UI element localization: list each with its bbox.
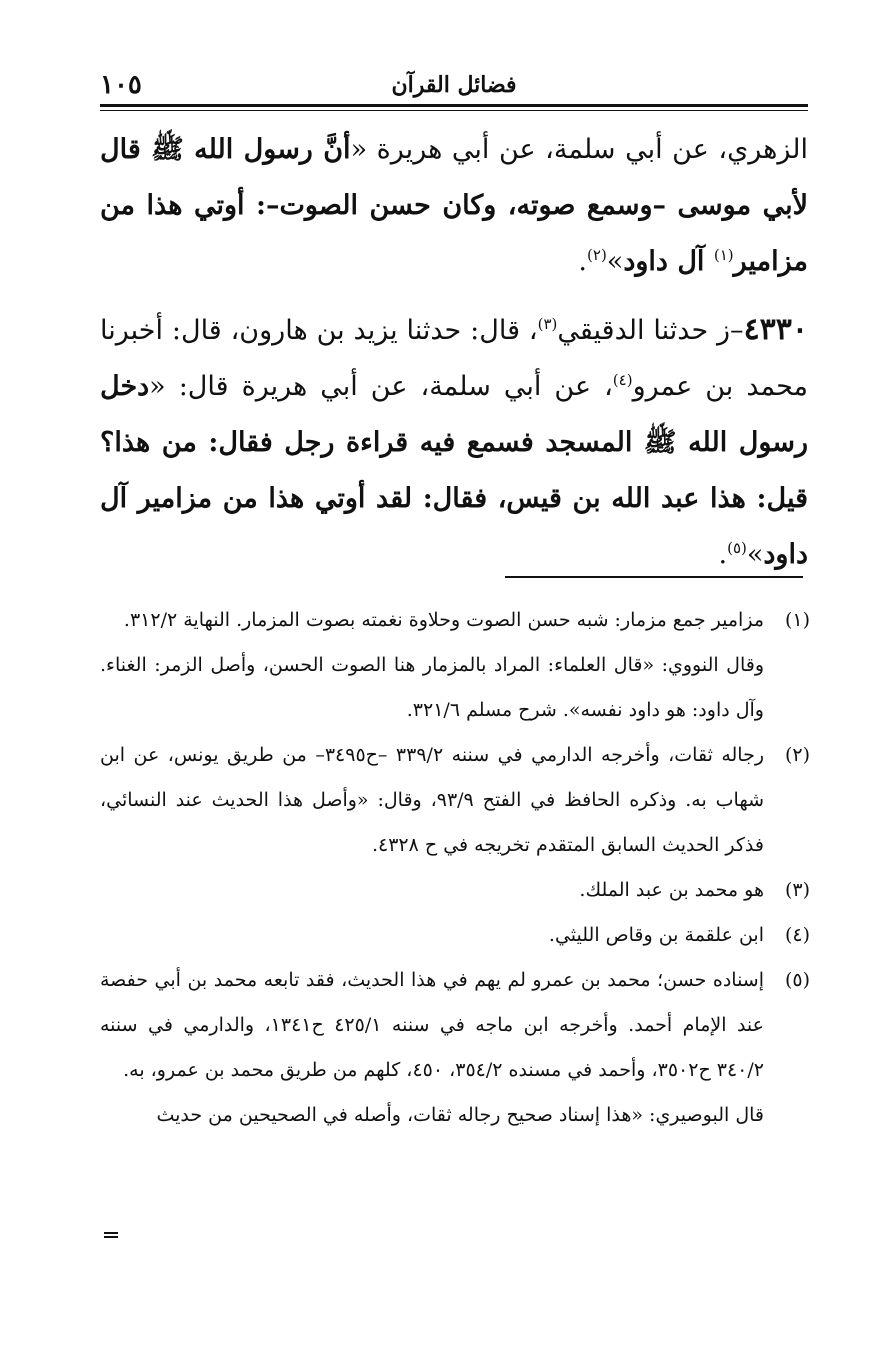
hadith-paragraph-continued <box>100 122 808 290</box>
isnad-text: ، قال: حدثنا يزيد بن هارون، قال: أخبرنا محمد بن عمرو <box>100 315 809 402</box>
footnote-5 <box>100 958 810 1093</box>
quote-close: » <box>606 246 624 277</box>
footnote-1 <box>100 598 810 643</box>
footnote-text: هو محمد بن عبد الملك. <box>579 879 764 901</box>
page-number: ١٠٥ <box>100 70 142 100</box>
isnad-text: –ز حدثنا الدقيقي <box>557 315 744 346</box>
footnote-text: رجاله ثقات، وأخرجه الدارمي في سننه ٣٣٩/٢ –ح٣٤٩٥– من طريق يونس، عن ابن شهاب به. وذكره الحافظ في الفتح ٩٣/٩، وقال: «وأصل هذا الحديث عند النسائي، فذكر الحديث السابق المتقدم تخريجه في ح ٤٣٢٨. <box>100 744 765 856</box>
footnote-3 <box>100 868 810 913</box>
footnote-1-continued <box>100 643 810 733</box>
footnote-2 <box>100 733 810 868</box>
footnote-text: ابن علقمة بن وقاص الليثي. <box>548 924 764 946</box>
footnote-ref: (٤) <box>612 371 633 389</box>
footnote-marker: (٤) <box>784 924 810 946</box>
footnote-4 <box>100 913 810 958</box>
page-header <box>100 70 808 104</box>
footnote-5-continued <box>100 1093 810 1138</box>
footnote-marker: (٥) <box>784 969 810 991</box>
footnote-text: وقال النووي: «قال العلماء: المراد بالمزمار هنا الصوت الحسن، وأصل الزمر: الغناء. وآل داود: هو داود نفسه». شرح مسلم ٣٢١/٦. <box>100 654 764 721</box>
main-text <box>100 122 808 583</box>
footnote-marker: (١) <box>784 609 810 631</box>
footnote-ref: (٢) <box>587 246 607 264</box>
footnote-text: قال البوصيري: «هذا إسناد صحيح رجاله ثقات، وأصله في الصحيحين من حديث <box>156 1104 764 1126</box>
footnote-text: إسناده حسن؛ محمد بن عمرو لم يهم في هذا الحديث، فقد تابعه محمد بن أبي حفصة عند الإمام أحمد. وأخرجه ابن ماجه في سننه ٤٢٥/١ ح١٣٤١، والدارمي في سننه ٣٤٠/٢ ح٣٥٠٢، وأحمد في مسنده ٣٥٤/٢، ٤٥٠، كلهم من طريق محمد بن عمرو، به. <box>100 969 764 1081</box>
footnote-ref: (٥) <box>727 539 747 557</box>
footnote-ref: (١) <box>713 246 734 264</box>
matn-text: دخل رسول الله ﷺ المسجد فسمع فيه قراءة رجل فقال: من هذا؟ قيل: هذا عبد الله بن قيس، فقال: لقد أوتي هذا من مزامير آل داود <box>100 371 808 570</box>
hadith-paragraph-4330 <box>100 302 808 583</box>
footnote-text: مزامير جمع مزمار: شبه حسن الصوت وحلاوة نغمته بصوت المزمار. النهاية ٣١٢/٢. <box>123 609 764 631</box>
quote-close: » <box>746 539 764 570</box>
footnotes <box>100 598 810 1138</box>
footnote-marker: (٣) <box>784 879 810 901</box>
isnad-text: الزهري، عن أبي سلمة، عن أبي هريرة « <box>350 134 808 165</box>
continuation-mark <box>104 1232 118 1238</box>
period: . <box>578 246 588 277</box>
running-title: فضائل القرآن <box>391 72 517 98</box>
footnote-ref: (٣) <box>537 315 558 333</box>
header-rule-thick <box>100 104 808 107</box>
matn-text-end: آل داود <box>623 246 714 277</box>
hadith-number: ٤٣٣٠ <box>743 312 809 347</box>
isnad-text: ، عن أبي سلمة، عن أبي هريرة قال: « <box>149 371 613 402</box>
footnote-separator <box>505 576 803 578</box>
matn-text: أنَّ رسول الله ﷺ قال لأبي موسى –وسمع صوته، وكان حسن الصوت–: أوتي هذا من مزامير <box>100 134 808 277</box>
period: . <box>718 539 728 570</box>
header-rule-thin <box>100 110 808 111</box>
footnote-marker: (٢) <box>784 744 810 766</box>
